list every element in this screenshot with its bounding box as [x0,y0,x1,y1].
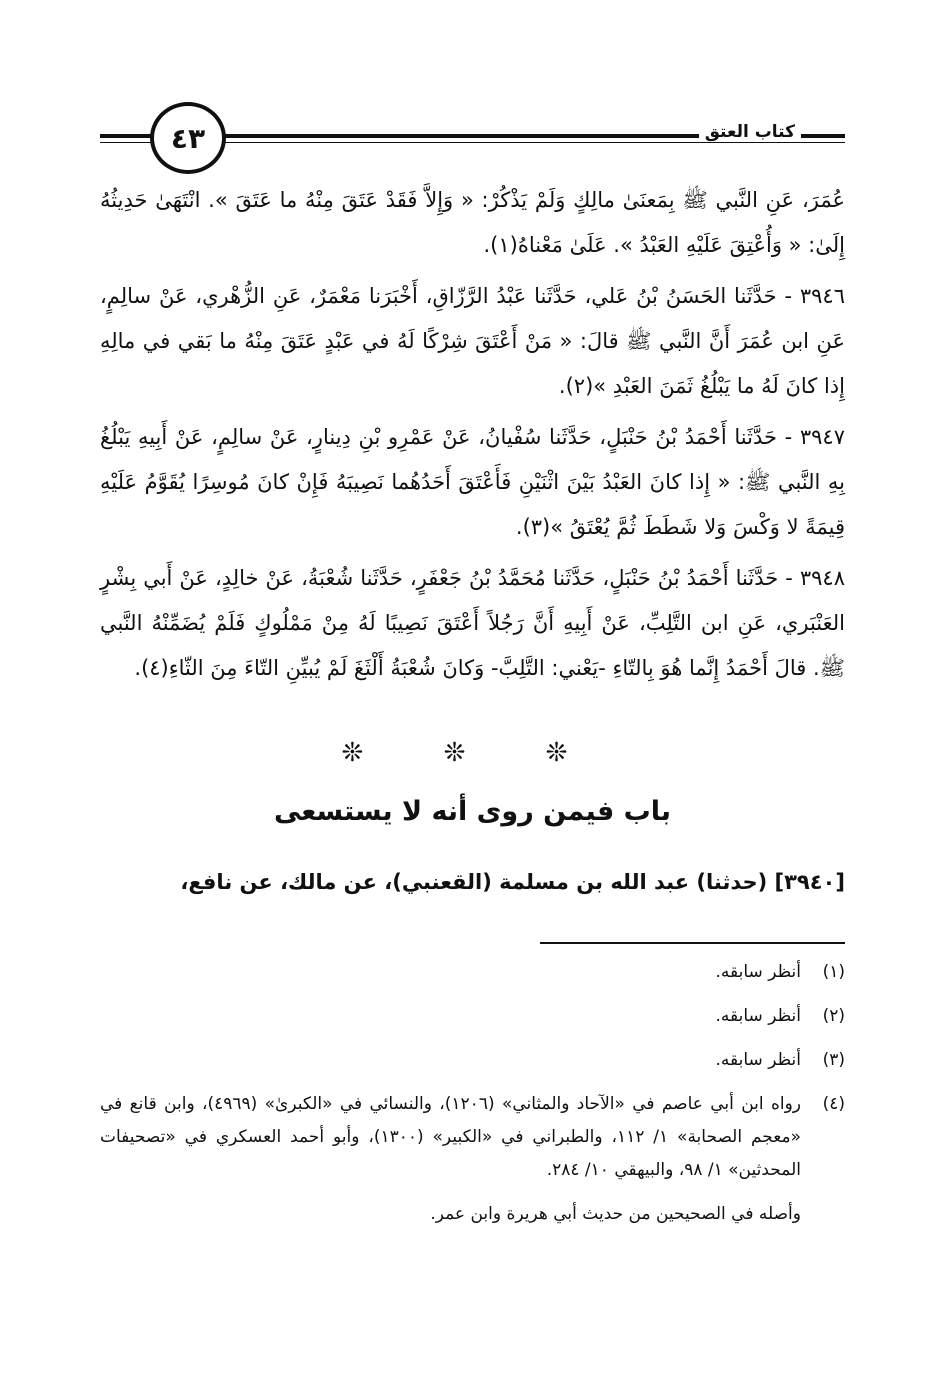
chapter-title: كتاب العتق [699,122,801,142]
hadith-3946: ٣٩٤٦ - حَدَّثَنا الحَسَنُ بْنُ عَلي، حَدَّثَنا عَبْدُ الرَّزّاقِ، أَخْبَرَنا مَعْمَرٌ، عَنِ الزُّهْري، عَنْ سالِمٍ، عَنِ ابن عُمَرَ أَنَّ النَّبي ﷺ قالَ: « مَنْ أَعْتَقَ شِرْكًا لَهُ في عَبْدٍ عَتَقَ مِنْهُ ما بَقي في مالِهِ إِذا كانَ لَهُ ما يَبْلُغُ ثَمَنَ العَبْدِ »(٢). [100,284,845,398]
commentary-line: [٣٩٤٠] (حدثنا) عبد الله بن مسلمة (القعنبي)، عن مالك، عن نافع، [180,870,845,894]
footnote-number: (٤) [822,1094,845,1114]
hadith-3948: ٣٩٤٨ - حَدَّثَنا أَحْمَدُ بْنُ حَنْبَلٍ، حَدَّثَنا مُحَمَّدُ بْنُ جَعْفَرٍ، حَدَّثَنا شُعْبَةُ، عَنْ خالِدٍ، عَنْ أَبي بِشْرٍ العَنْبَري، عَنِ ابن التَّلِبِّ، عَنْ أَبِيهِ أَنَّ رَجُلاً أَعْتَقَ نَصِيبًا لَهُ مِنْ مَمْلُوكٍ فَلَمْ يُضَمِّنْهُ النَّبي ﷺ. قالَ أَحْمَدُ إِنَّما هُوَ بِالتّاءِ -يَعْني: التَّلِبَّ- وَكانَ شُعْبَةُ أَلْثَغَ لَمْ يُبيِّنِ التّاءَ مِنَ الثّاءِ(٤). [100,566,845,680]
footnote-item [100,1000,845,1033]
footnote-text: أنظر سابقه. [715,1006,801,1026]
hadith-3947: ٣٩٤٧ - حَدَّثَنا أَحْمَدُ بْنُ حَنْبَلٍ، حَدَّثَنا سُفْيانُ، عَنْ عَمْرِو بْنِ دِينارٍ، عَنْ سالِمٍ، عَنْ أَبِيهِ يَبْلُغُ بِهِ النَّبي ﷺ: « إِذا كانَ العَبْدُ بَيْنَ اثْنَيْنِ فَأَعْتَقَ أَحَدُهُما نَصِيبَهُ فَإِنْ كانَ مُوسِرًا يُقَوَّمُ عَلَيْهِ قِيمَةً لا وَكْسَ وَلا شَطَطَ ثُمَّ يُعْتَقُ »(٣). [100,425,845,539]
page-number: ٤٣ [150,102,226,174]
footnote-number: (٣) [822,1050,845,1070]
footnote-item [100,1088,845,1187]
main-text [100,178,845,697]
footnote-item [100,1044,845,1077]
footnote-item [100,956,845,989]
chapter-heading: باب فيمن روى أنه لا يستسعى [273,796,672,827]
footnote-number: (١) [822,962,845,982]
footnotes [100,956,845,1231]
footnote-divider [540,942,845,944]
footnote-text: أنظر سابقه. [715,1050,801,1070]
section-ornaments: ❊ ❊ ❊ [341,738,604,768]
footnote-note: وأصله في الصحيحين من حديث أبي هريرة وابن عمر. [430,1204,801,1224]
page-header [100,100,845,172]
footnote-text: أنظر سابقه. [715,962,801,982]
paragraph-continuation: عُمَرَ، عَنِ النَّبي ﷺ بِمَعنَىٰ مالِكٍ وَلَمْ يَذْكُرْ: « وَإِلاَّ فَقَدْ عَتَقَ مِنْهُ ما عَتَقَ ». انْتَهَىٰ حَدِيثُهُ إِلَىٰ: « وَأُعْتِقَ عَلَيْهِ العَبْدُ ». عَلَىٰ مَعْناهُ(١). [100,188,845,257]
footnote-text: رواه ابن أبي عاصم في «الآحاد والمثاني» (١٢٠٦)، والنسائي في «الكبرىٰ» (٤٩٦٩)، وابن قانع في «معجم الصحابة» ١/ ١١٢، والطبراني في «الكبير» (١٣٠٠)، وأبو أحمد العسكري في «تصحيفات المحدثين» ١/ ٩٨، والبيهقي ١٠/ ٢٨٤. [100,1094,801,1180]
footnote-number: (٢) [822,1006,845,1026]
